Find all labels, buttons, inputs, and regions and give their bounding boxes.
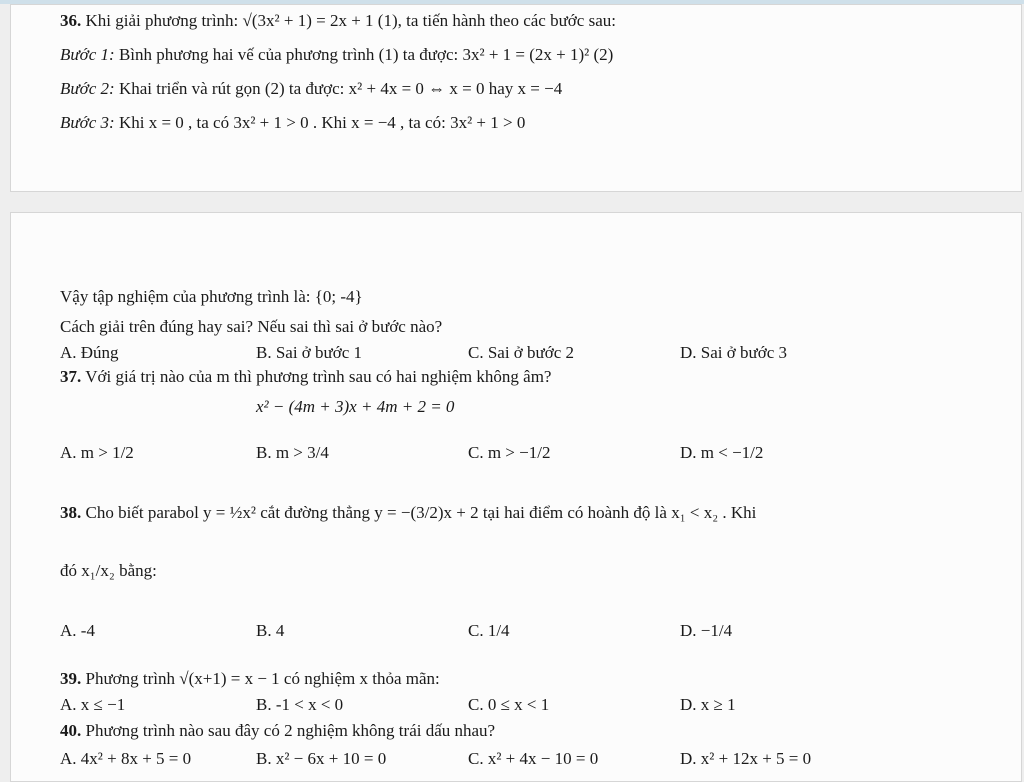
q40-option-d: D. x² + 12x + 5 = 0 — [680, 749, 812, 768]
q40-option-b: B. x² − 6x + 10 = 0 — [256, 749, 387, 768]
q37-number: 37. — [60, 367, 82, 386]
q36-step1-label: Bước 1: — [60, 45, 115, 64]
q36-equation: √(3x² + 1) = 2x + 1 — [242, 11, 374, 30]
q39-option-d: D. x ≥ 1 — [680, 695, 736, 714]
q36-header — [60, 10, 616, 32]
q36-step2-label: Bước 2: — [60, 79, 115, 98]
q39-text: Phương trình √(x+1) = x − 1 có nghiệm x thỏa mãn: — [85, 669, 440, 688]
q38-number: 38. — [60, 503, 82, 522]
q36-option-d: D. Sai ở bước 3 — [680, 343, 787, 362]
q36-option-b: B. Sai ở bước 1 — [256, 343, 363, 362]
q40-number: 40. — [60, 721, 82, 740]
q38-option-a: A. -4 — [60, 621, 95, 640]
q38-option-d: D. −1/4 — [680, 621, 733, 640]
q36-step3-text: Khi x = 0 , ta có 3x² + 1 > 0 . Khi x = −4 , ta có: 3x² + 1 > 0 — [118, 113, 526, 132]
q36-step2 — [60, 78, 562, 100]
q37-option-b: B. m > 3/4 — [256, 443, 329, 462]
q38-option-b: B. 4 — [256, 621, 285, 640]
q36-step1-math: 3x² + 1 = (2x + 1)² (2) — [462, 45, 614, 64]
q38-text-a: Cho biết parabol y = ½x² cắt đường thẳng y = −(3/2)x + 2 tại hai điểm có hoành độ là x₁ < x₂ . Khi — [85, 503, 757, 522]
q40-option-c: C. x² + 4x − 10 = 0 — [468, 749, 599, 768]
q40-text: Phương trình nào sau đây có 2 nghiệm không trái dấu nhau? — [85, 721, 496, 740]
q36-intro-b: (1), ta tiến hành theo các bước sau: — [377, 11, 616, 30]
q36-question: Cách giải trên đúng hay sai? Nếu sai thì sai ở bước nào? — [60, 317, 443, 336]
q36-conclusion: Vậy tập nghiệm của phương trình là: {0; -4} — [60, 287, 363, 306]
q36-step3-label: Bước 3: — [60, 113, 115, 132]
q37-text: Với giá trị nào của m thì phương trình sau có hai nghiệm không âm? — [85, 367, 552, 386]
q39-option-a: A. x ≤ −1 — [60, 695, 126, 714]
q36-step1 — [60, 44, 613, 66]
q37-question — [60, 366, 551, 388]
q36-step3 — [60, 112, 525, 134]
q40-question — [60, 720, 495, 742]
q39-question — [60, 668, 440, 690]
q36-option-a: A. Đúng — [60, 343, 119, 362]
q36-step2-math: x² + 4x = 0 ⇔ x = 0 hay x = −4 — [348, 79, 563, 98]
q37-equation: x² − (4m + 3)x + 4m + 2 = 0 — [256, 397, 455, 416]
q38-question-b: đó x₁/x₂ bằng: — [60, 561, 157, 580]
q37-option-a: A. m > 1/2 — [60, 443, 134, 462]
q38-question-a — [60, 502, 756, 524]
q39-option-b: B. -1 < x < 0 — [256, 695, 344, 714]
q39-option-c: C. 0 ≤ x < 1 — [468, 695, 550, 714]
q40-option-a: A. 4x² + 8x + 5 = 0 — [60, 749, 192, 768]
q37-option-c: C. m > −1/2 — [468, 443, 551, 462]
q36-step2-text: Khai triển và rút gọn (2) ta được: — [118, 79, 345, 98]
q36-step1-text: Bình phương hai vế của phương trình (1) ta được: — [118, 45, 459, 64]
q36-option-c: C. Sai ở bước 2 — [468, 343, 575, 362]
q39-number: 39. — [60, 669, 82, 688]
q36-intro-a: Khi giải phương trình: — [85, 11, 239, 30]
q36-number: 36. — [60, 11, 82, 30]
q38-option-c: C. 1/4 — [468, 621, 510, 640]
q37-option-d: D. m < −1/2 — [680, 443, 764, 462]
